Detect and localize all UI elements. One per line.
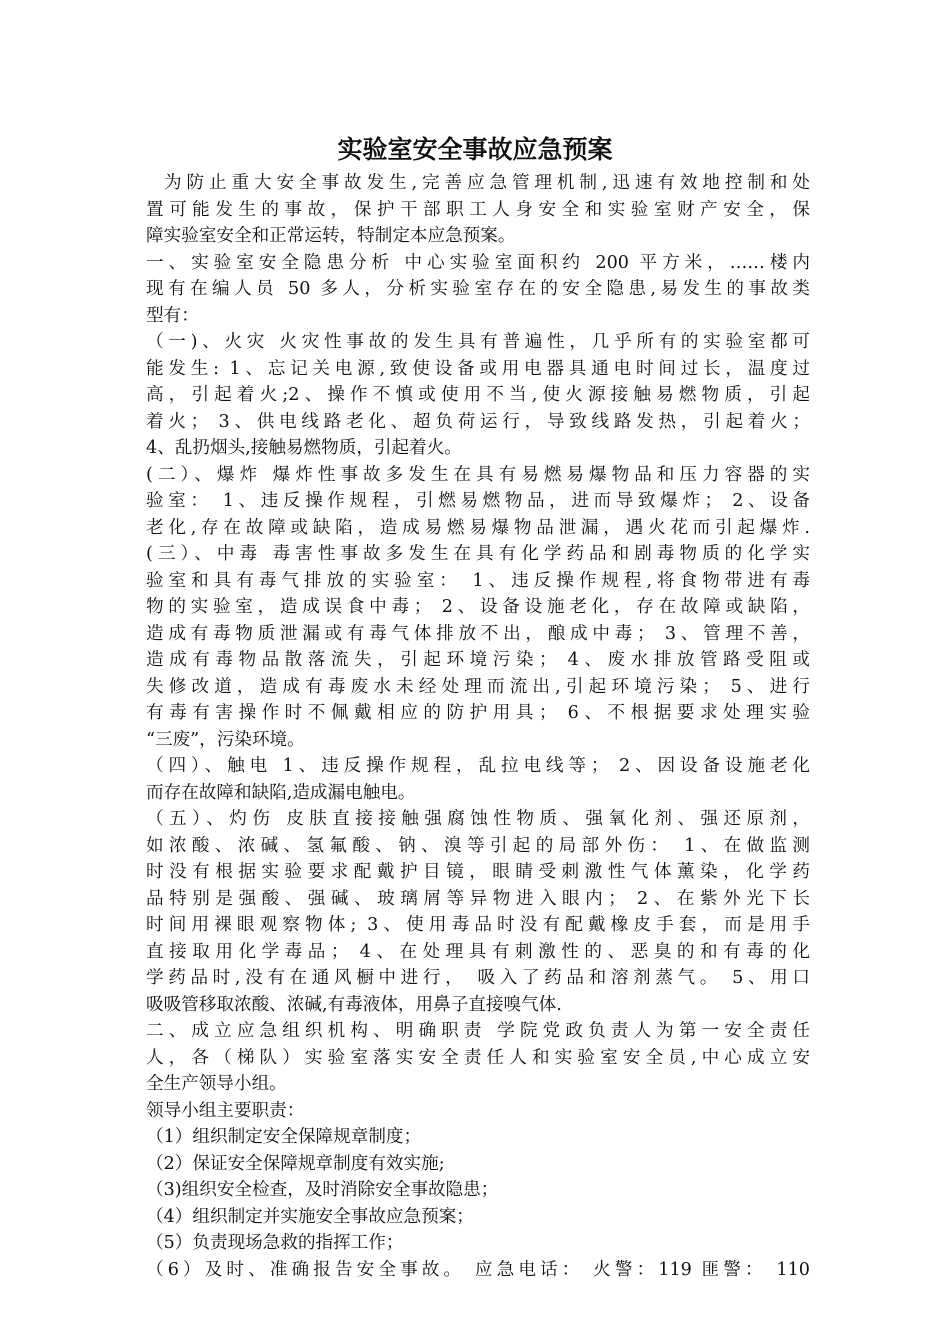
body-line: (三）、中毒 毒害性事故多发生在具有化学药品和剧毒物质的化学实	[146, 544, 810, 564]
body-line: 高，引起着火;2、操作不慎或使用不当,使火源接触易燃物质，引起	[146, 385, 810, 405]
body-line: （2）保证安全保障规章制度有效实施;	[146, 1153, 445, 1174]
body-line: （4）组织制定并实施安全事故应急预案；	[146, 1206, 474, 1227]
body-line: 为防止重大安全事故发生,完善应急管理机制,迅速有效地控制和处	[164, 173, 810, 193]
body-line: （1）组织制定安全保障规章制度；	[146, 1127, 422, 1147]
body-line: 时没有根据实验要求配戴护目镜，眼睛受刺激性气体薰染，化学药	[146, 862, 810, 882]
body-line: 直接取用化学毒品； 4、在处理具有刺激性的、恶臭的和有毒的化	[146, 941, 810, 962]
body-line: 验室： 1、违反操作规程，引燃易燃物品，进而导致爆炸； 2、设备	[146, 491, 810, 511]
body-line: 吸吸管移取浓酸、浓碱,有毒液体，用鼻子直接嗅气体.	[146, 994, 562, 1015]
body-line: （3)组织安全检查，及时消除安全事故隐患；	[146, 1180, 499, 1200]
body-line: 着火； 3、供电线路老化、超负荷运行，导致线路发热，引起着火；	[146, 411, 810, 432]
body-line: “三废”，污染环境。	[146, 729, 305, 750]
body-line: 能发生: 1、忘记关电源,致使设备或用电器具通电时间过长，温度过	[146, 358, 810, 379]
body-line: 4、乱扔烟头,接触易燃物质，引起着火。	[146, 438, 462, 458]
body-line: 二、成立应急组织机构、明确职责 学院党政负责人为第一安全责任	[146, 1021, 810, 1041]
body-line: 如浓酸、浓碱、氢氟酸、钠、溴等引起的局部外伤： 1、在做监测	[146, 835, 810, 856]
body-line: 老化,存在故障或缺陷，造成易燃易爆物品泄漏，遇火花而引起爆炸.	[146, 517, 810, 538]
body-line: （四）、触电 1、违反操作规程，乱拉电线等； 2、因设备设施老化	[146, 756, 810, 776]
document-title: 实验室安全事故应急预案	[337, 135, 613, 164]
body-line: (二）、爆炸 爆炸性事故多发生在具有易燃易爆物品和压力容器的实	[146, 464, 810, 485]
body-line: （5）负责现场急救的指挥工作；	[146, 1233, 404, 1253]
body-line: （6）及时、准确报告安全事故。 应急电话： 火警：119 匪警： 110	[146, 1259, 810, 1280]
body-line: （五）、灼伤 皮肤直接接触强腐蚀性物质、强氧化剂、强还原剂，	[146, 809, 810, 829]
body-line: 品特别是强酸、强碱、玻璃屑等异物进入眼内； 2、在紫外光下长	[146, 888, 810, 909]
body-line: 一、实验室安全隐患分析 中心实验室面积约 200 平方米，……楼内	[146, 252, 810, 273]
body-line: 有毒有害操作时不佩戴相应的防护用具； 6、不根据要求处理实验	[146, 703, 810, 723]
body-line: 失修改道，造成有毒废水未经处理而流出,引起环境污染； 5、进行	[146, 676, 810, 697]
body-line: （一)、火灾 火灾性事故的发生具有普遍性，几乎所有的实验室都可	[146, 332, 810, 352]
body-line: 造成有毒物品散落流失，引起环境污染； 4、废水排放管路受阻或	[146, 650, 810, 670]
body-line: 全生产领导小组。	[146, 1074, 287, 1094]
body-line: 时间用裸眼观察物体; 3、使用毒品时没有配戴橡皮手套，而是用手	[146, 915, 810, 935]
body-line: 物的实验室，造成误食中毒； 2、设备设施老化，存在故障或缺陷，	[146, 597, 810, 617]
document-body	[146, 170, 810, 1283]
body-line: 造成有毒物质泄漏或有毒气体排放不出，酿成中毒； 3、管理不善，	[146, 623, 810, 644]
body-line: 现有在编人员 50 多人，分析实验室存在的安全隐患,易发生的事故类	[146, 279, 810, 299]
body-line: 障实验室安全和正常运转，特制定本应急预案。	[146, 226, 516, 246]
body-line: 人，各（梯队）实验室落实安全责任人和实验室安全员,中心成立安	[146, 1047, 810, 1068]
body-line: 型有：	[146, 305, 199, 326]
body-line: 验室和具有毒气排放的实验室： 1、违反操作规程,将食物带进有毒	[146, 570, 810, 591]
body-line: 学药品时,没有在通风橱中进行， 吸入了药品和溶剂蒸气。 5、用口	[146, 968, 810, 988]
body-line: 而存在故障和缺陷,造成漏电触电。	[146, 782, 416, 803]
body-line: 置可能发生的事故，保护干部职工人身安全和实验室财产安全，保	[146, 199, 810, 220]
body-line: 领导小组主要职责：	[146, 1100, 305, 1121]
